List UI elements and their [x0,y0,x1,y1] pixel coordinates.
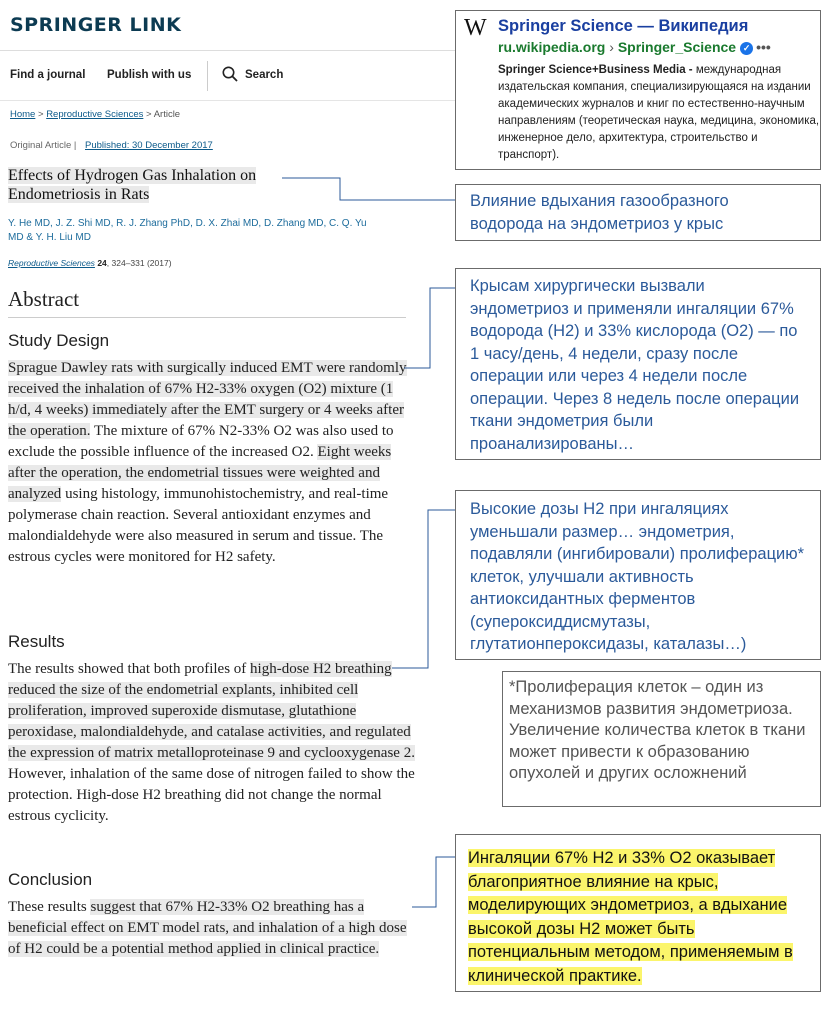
connector-design [404,288,455,368]
wikipedia-logo: W [464,15,487,41]
breadcrumb-journal[interactable]: Reproductive Sciences [46,109,144,120]
abstract-divider [8,317,406,318]
verified-icon: ✓ [740,42,753,55]
nav-divider [0,100,455,101]
conclusion-text: These results suggest that 67% H2-33% O2 breathing has a beneficial effect on EMT model rats, and inhalation of a high dose of H2 could be a potential method applied in clinical practice. [8,899,407,957]
journal-volume: 24 [97,258,107,268]
wiki-url[interactable]: ru.wikipedia.org › Springer_Science ✓ ••• [498,39,771,55]
more-options-icon[interactable]: ••• [756,39,771,55]
breadcrumb-sep: > [37,109,44,120]
abstract-heading: Abstract [8,287,80,311]
breadcrumb-current: Article [153,109,181,120]
header-divider [0,50,455,51]
study-design-text: Sprague Dawley rats with surgically induced EMT were randomly received the inhalation of 67% H2-33% oxygen (O2) mixture (1 h/d, 4 weeks) immediately after the EMT surgery or 4 weeks after the operation. The mixture of 67% N2-33% O2 was also used to exclude the possible influence of the increased O2. Eight weeks after the operation, the endometrial tissues were weighted and analyzed using histology, immunohistochemistry, and real-time polymerase chain reaction. Several antioxidant enzymes and malondialdehyde were also measured in serum and tissue. The estrous cycles were monitored for H2 safety. [8,360,407,565]
results-heading: Results [8,632,65,651]
annotation-title-translation: Влияние вдыхания газообразного водорода на эндометриоз у крыс [455,184,821,241]
conclusion-heading: Conclusion [8,870,93,889]
breadcrumb-sep: > [146,109,152,120]
breadcrumb-home[interactable]: Home [10,109,36,120]
article-title: Effects of Hydrogen Gas Inhalation on Endometriosis in Rats [8,167,257,203]
journal-citation [8,258,172,268]
connector-conclusion [412,857,455,907]
published-date-link[interactable]: Published: 30 December 2017 [85,140,213,151]
annotation-conclusion: Ингаляции 67% Н2 и 33% О2 оказывает благоприятное влияние на крыс, моделирующих эндометриоз, а вдыхание высокой дозы Н2 может быть потенциальным методом, применяемым в клинической практике. [455,834,821,992]
study-design-heading: Study Design [8,331,110,350]
annotation-study-design: Крысам хирургически вызвали эндометриоз и применяли ингаляции 67% водорода (Н2) и 33% кислорода (О2) — по 1 часу/день, 4 недели, сразу после операции или через 4 недели после операции. Через 8 недель после операции ткани эндометрия были проанализированы… [455,268,821,460]
journal-link[interactable]: Reproductive Sciences [8,258,95,268]
results-text: The results showed that both profiles of high-dose H2 breathing reduced the size of the endometrial explants, inhibited cell proliferation, improved superoxide dismutase, glutathione peroxidase, malondialdehyde, and catalase activities, and regulated the expression of matrix metalloproteinase 9 and cyclooxygenase 2. However, inhalation of the same dose of nitrogen failed to show the protection. High-dose H2 breathing did not change the normal estrous cyclicity. [8,661,415,824]
connector-title [282,178,455,200]
journal-pages: , 324–331 (2017) [106,258,172,268]
wiki-title-link[interactable]: Springer Science — Википедия [498,17,749,35]
annotation-results: Высокие дозы Н2 при ингаляциях уменьшали размер… эндометрия, подавляли (ингибировали) пролиферацию* клеток, улучшали активность антиоксидантных ферментов (супероксиддисмутазы, глутатионпероксидазы, каталазы…) [455,490,821,660]
meta-separator: | [73,140,77,151]
article-type: Original Article [10,140,72,151]
wikipedia-snippet [455,10,821,170]
wiki-description: Springer Science+Business Media - международная издательская компания, специализирующаяся на издании академических журналов и книг по естественно-научным направлениям (теоретическая наука, медицина, экономика, инженерное дело, архитектура, строительство и транспорт). [498,64,820,161]
nav-separator [207,61,208,91]
article-meta [10,140,213,151]
annotation-proliferation-note: *Пролиферация клеток – один из механизмов развития эндометриоза. Увеличение количества клеток в ткани может привести к образованию опухолей и других осложнений [502,671,821,807]
nav-find-journal[interactable]: Find a journal [10,69,86,81]
springer-link-logo[interactable]: SPRINGER LINK [10,14,182,36]
nav-publish-with-us[interactable]: Publish with us [107,69,192,81]
author-list[interactable]: Y. He MD, J. Z. Shi MD, R. J. Zhang PhD, D. X. Zhai MD, D. Zhang MD, C. Q. Yu MD & Y. H. Liu MD [8,218,367,243]
search-icon[interactable] [222,66,238,82]
breadcrumb [10,109,180,120]
search-button[interactable]: Search [245,69,284,81]
